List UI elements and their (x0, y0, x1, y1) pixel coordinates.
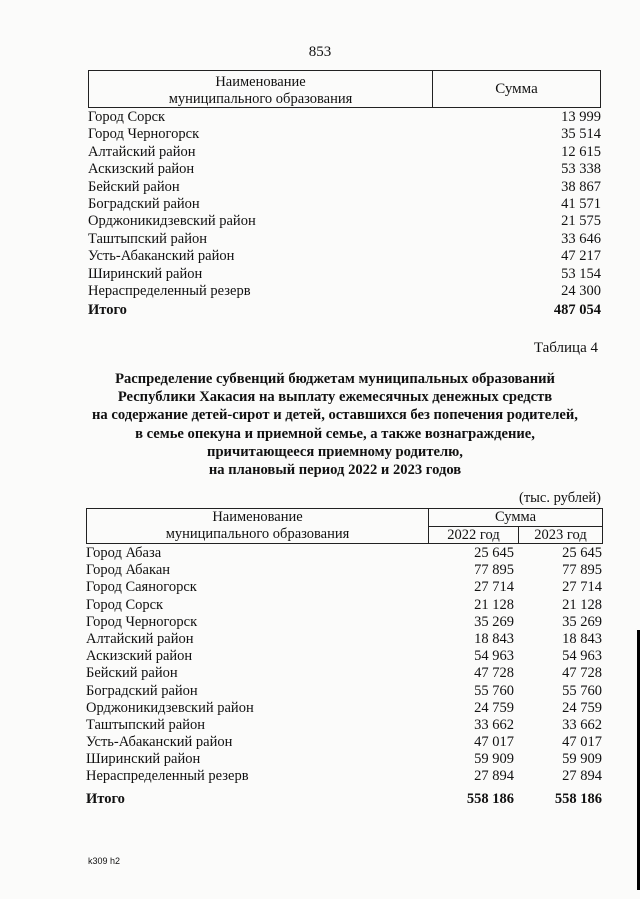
row-value: 53 338 (561, 161, 601, 178)
total-label: Итого (86, 790, 125, 807)
unit-note: (тыс. рублей) (519, 490, 601, 506)
table2-header (86, 508, 603, 544)
row-name: Бейский район (88, 178, 180, 195)
row-name: Алтайский район (86, 630, 194, 647)
row-name: Боградский район (88, 195, 200, 212)
table2-body (86, 545, 602, 810)
row-name: Алтайский район (88, 143, 196, 160)
row-value: 33 646 (561, 230, 601, 247)
row-value-2023: 27 714 (562, 579, 602, 596)
row-name: Аскизский район (88, 161, 195, 178)
row-name: Таштыпский район (88, 230, 208, 247)
table-row (88, 126, 601, 143)
row-name: Орджоникидзевский район (88, 213, 256, 230)
row-name: Бейский район (86, 665, 178, 682)
table-row (88, 248, 601, 265)
row-value-2022: 21 128 (474, 596, 514, 613)
row-name: Город Абакан (86, 562, 171, 579)
row-name: Город Сорск (88, 109, 166, 125)
table-row (88, 231, 601, 248)
table-label: Таблица 4 (533, 340, 598, 356)
row-value-2022: 59 909 (474, 751, 514, 768)
row-name: Ширинский район (88, 265, 203, 282)
row-value: 24 300 (561, 282, 601, 299)
title-line: причитающееся приемному родителю, (207, 443, 463, 460)
table-row (86, 631, 602, 648)
row-value-2022: 18 843 (474, 630, 514, 647)
row-value-2023: 47 017 (562, 734, 602, 751)
row-value-2022: 24 759 (474, 699, 514, 716)
row-value-2023: 47 728 (562, 665, 602, 682)
row-name: Орджоникидзевский район (86, 699, 254, 716)
table-row (88, 161, 601, 178)
table2-header-name: Наименование муниципального образования (87, 509, 429, 543)
table-row (86, 683, 602, 700)
row-value-2022: 54 963 (474, 648, 514, 665)
row-value: 53 154 (561, 265, 601, 282)
row-value-2022: 27 894 (474, 768, 514, 785)
row-value-2023: 54 963 (562, 648, 602, 665)
table-row (88, 266, 601, 283)
table2-total-row (86, 788, 602, 810)
row-value-2023: 33 662 (562, 716, 602, 733)
row-value-2023: 77 895 (562, 562, 602, 579)
row-value-2023: 27 894 (562, 768, 602, 785)
table-row (86, 545, 602, 562)
row-name: Усть-Абаканский район (88, 248, 235, 265)
table-row (86, 700, 602, 717)
title-line: на содержание детей-сирот и детей, оставшихся без попечения родителей, (92, 407, 578, 424)
row-name: Усть-Абаканский район (86, 734, 233, 751)
title-line: Распределение субвенций бюджетам муниципальных образований (115, 371, 555, 387)
table-row (86, 665, 602, 682)
row-value-2022: 35 269 (474, 613, 514, 630)
table1-header-sum: Сумма (495, 81, 538, 97)
row-name: Нераспределенный резерв (88, 282, 251, 299)
row-value-2023: 18 843 (562, 630, 602, 647)
row-value-2022: 47 728 (474, 665, 514, 682)
table-row (88, 144, 601, 161)
row-value: 47 217 (561, 248, 601, 265)
table1-header-name: Наименование муниципального образования (89, 71, 433, 107)
page-number: 853 (308, 44, 332, 60)
row-value: 21 575 (561, 213, 601, 230)
title-line: в семье опекуна и приемной семье, а также вознаграждение, (135, 425, 535, 442)
row-value: 12 615 (561, 143, 601, 160)
table-row (88, 213, 601, 230)
row-name: Город Черногорск (88, 126, 200, 143)
row-name: Нераспределенный резерв (86, 768, 249, 785)
table2-header-2023: 2023 год (534, 527, 587, 543)
total-label: Итого (88, 302, 127, 319)
row-value-2022: 77 895 (474, 562, 514, 579)
row-name: Таштыпский район (86, 716, 206, 733)
row-value-2022: 55 760 (474, 682, 514, 699)
title-line: Республики Хакасия на выплату ежемесячных денежных средств (117, 389, 553, 406)
row-value-2022: 33 662 (474, 716, 514, 733)
row-value-2022: 47 017 (474, 734, 514, 751)
table2-header-sum: Сумма (429, 509, 602, 527)
row-value-2023: 35 269 (562, 613, 602, 630)
table-row (86, 751, 602, 768)
table-row (86, 648, 602, 665)
table-row (86, 562, 602, 579)
table-row (86, 734, 602, 751)
row-name: Ширинский район (86, 751, 201, 768)
table-row (88, 179, 601, 196)
table-row (86, 614, 602, 631)
row-value-2022: 27 714 (474, 579, 514, 596)
table-row (86, 579, 602, 596)
table-row (86, 717, 602, 734)
row-name: Город Черногорск (86, 613, 198, 630)
table1-header (88, 70, 601, 108)
row-name: Город Абаза (86, 545, 162, 561)
table2-header-2022: 2022 год (429, 527, 519, 543)
row-value-2023: 55 760 (562, 682, 602, 699)
row-name: Город Сорск (86, 596, 164, 613)
table-row (86, 768, 602, 785)
table-title (70, 370, 600, 479)
row-name: Аскизский район (86, 648, 193, 665)
total-value: 487 054 (553, 302, 601, 319)
title-line: на плановый период 2022 и 2023 годов (208, 462, 462, 479)
row-value-2023: 25 645 (562, 545, 602, 561)
row-value: 35 514 (561, 126, 601, 143)
table-row (88, 196, 601, 213)
table-row (86, 597, 602, 614)
total-2022: 558 186 (466, 790, 514, 807)
row-value-2023: 21 128 (562, 596, 602, 613)
row-value: 13 999 (561, 109, 601, 125)
row-value-2022: 25 645 (474, 545, 514, 561)
table1-total-row (88, 300, 601, 320)
row-name: Боградский район (86, 682, 198, 699)
footer-code: k309 h2 (88, 856, 121, 866)
row-value: 41 571 (561, 195, 601, 212)
row-value-2023: 24 759 (562, 699, 602, 716)
row-value-2023: 59 909 (562, 751, 602, 768)
total-2023: 558 186 (554, 790, 602, 807)
row-value: 38 867 (561, 178, 601, 195)
table-row (88, 283, 601, 300)
table-row (88, 109, 601, 126)
table1-body (88, 109, 601, 320)
row-name: Город Саяногорск (86, 579, 197, 596)
